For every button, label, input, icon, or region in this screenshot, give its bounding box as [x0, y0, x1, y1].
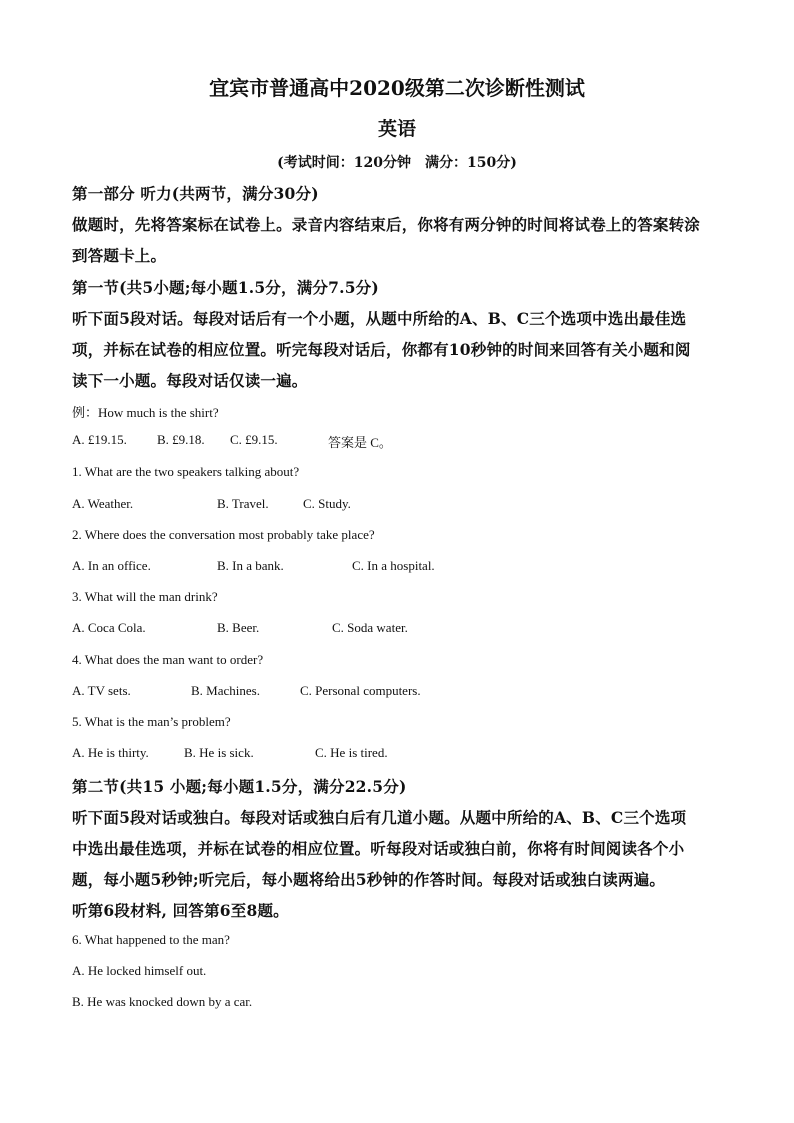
q2-option-b: B. In a bank.	[217, 558, 284, 573]
q2-option-a: A. In an office.	[72, 558, 151, 573]
q3-option-c: C. Soda water.	[332, 620, 408, 635]
section2-instruction-line-1: 听下面5段对话或独白。每段对话或独白后有几道小题。从题中所给的A、B、C三个选项	[72, 808, 687, 827]
section2-instruction-line-2: 中选出最佳选项，并标在试卷的相应位置。听每段对话或独白前，你将有时间阅读各个小	[72, 839, 685, 858]
q5-option-b: B. He is sick.	[184, 745, 254, 760]
section2-instruction-line-3: 题，每小题5秒钟;听完后，每小题将给出5秒钟的作答时间。每段对话或独白读两遍。	[72, 870, 666, 889]
subject-title: 英语	[377, 118, 416, 140]
example-option-a: A. £19.15.	[72, 432, 127, 447]
q1-option-a: A. Weather.	[72, 496, 134, 511]
question-6: 6. What happened to the man?	[72, 932, 230, 947]
exam-title: 宜宾市普通高中2020级第二次诊断性测试	[209, 76, 585, 100]
q2-option-c: C. In a hospital.	[352, 558, 435, 573]
part1-heading: 第一部分 听力(共两节，满分30分)	[72, 184, 319, 203]
example-option-c: C. £9.15.	[230, 432, 278, 447]
question-1: 1. What are the two speakers talking about?	[72, 464, 300, 479]
part1-instruction-line-1: 做题时，先将答案标在试卷上。录音内容结束后，你将有两分钟的时间将试卷上的答案转涂	[72, 215, 701, 234]
section1-instruction-line-2: 项，并标在试卷的相应位置。听完每段对话后，你都有10秒钟的时间来回答有关小题和阅	[72, 340, 691, 359]
q6-option-b: B. He was knocked down by a car.	[72, 994, 253, 1009]
question-2: 2. Where does the conversation most probably take place?	[72, 527, 375, 542]
example-option-b: B. £9.18.	[157, 432, 205, 447]
exam-info: (考试时间：120分钟 满分：150分)	[277, 155, 517, 171]
question-4: 4. What does the man want to order?	[72, 652, 264, 667]
section1-instruction-line-3: 读下一小题。每段对话仅读一遍。	[72, 371, 308, 390]
section1-heading: 第一节(共5小题;每小题1.5分，满分7.5分)	[72, 278, 379, 297]
material-note: 听第6段材料, 回答第6至8题。	[72, 901, 289, 920]
q4-option-c: C. Personal computers.	[300, 683, 421, 698]
section2-heading: 第二节(共15 小题;每小题1.5分，满分22.5分)	[72, 777, 407, 796]
q4-option-b: B. Machines.	[191, 683, 260, 698]
section1-instruction-line-1: 听下面5段对话。每段对话后有一个小题，从题中所给的A、B、C三个选项中选出最佳选	[72, 309, 687, 328]
q1-option-c: C. Study.	[303, 496, 351, 511]
example-answer: 答案是 C。	[328, 435, 392, 450]
q6-option-a: A. He locked himself out.	[72, 963, 207, 978]
q3-option-b: B. Beer.	[217, 620, 260, 635]
q3-option-a: A. Coca Cola.	[72, 620, 146, 635]
example-question: 例：How much is the shirt?	[72, 405, 219, 420]
q5-option-c: C. He is tired.	[315, 745, 388, 760]
part1-instruction-line-2: 到答题卡上。	[72, 246, 167, 265]
question-3: 3. What will the man drink?	[72, 589, 218, 604]
q1-option-b: B. Travel.	[217, 496, 269, 511]
q5-option-a: A. He is thirty.	[72, 745, 149, 760]
question-5: 5. What is the man’s problem?	[72, 714, 231, 729]
q4-option-a: A. TV sets.	[72, 683, 131, 698]
